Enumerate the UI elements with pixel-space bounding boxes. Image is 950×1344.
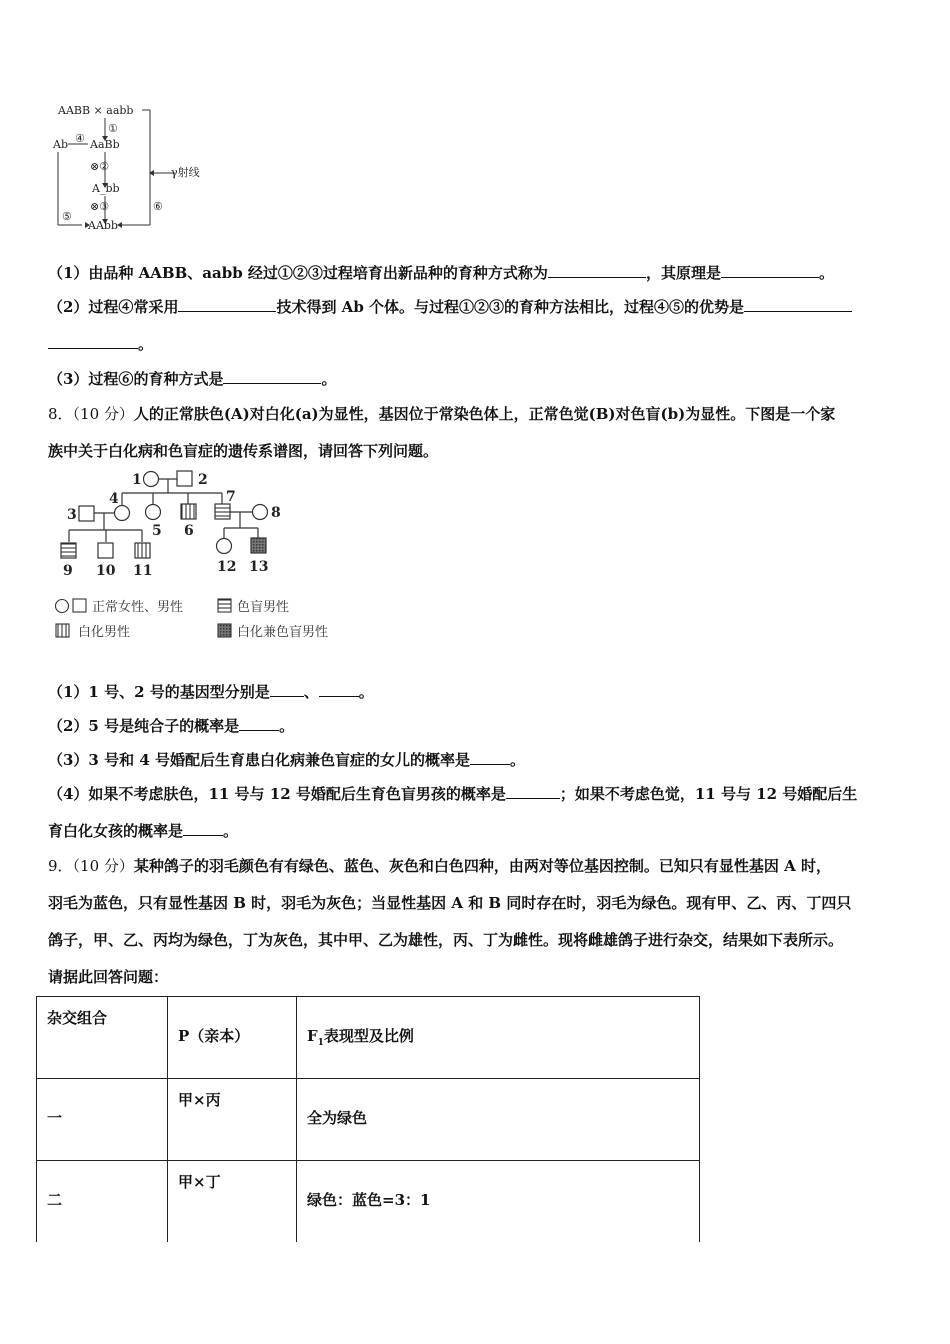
q8-sub3: （3）3 号和 4 号婚配后生育患白化病兼色盲症的女儿的概率是 。	[48, 751, 525, 769]
q9-stem-line2: 羽毛为蓝色，只有显性基因 B 时，羽毛为灰色；当显性基因 A 和 B 同时存在时，羽毛为绿色。现有甲、乙、丙、丁四只	[48, 894, 852, 912]
legend-both: 白化兼色盲男性	[237, 625, 329, 640]
q9-number: 9．（10 分）	[48, 857, 134, 875]
answer-blank[interactable]	[721, 263, 819, 278]
q8-stem-line2: 族中关于白化病和色盲症的遗传系谱图，请回答下列问题。	[48, 442, 439, 460]
answer-blank[interactable]	[270, 682, 304, 697]
step6-label: ⑥	[153, 200, 163, 213]
q7-sub3: （3）过程⑥的育种方式是 。	[48, 370, 337, 388]
step4-label: ④	[75, 132, 85, 145]
f2-label: A_bb	[92, 182, 120, 195]
f1-label: AaBb	[90, 138, 120, 151]
answer-blank[interactable]	[223, 369, 321, 384]
answer-blank[interactable]	[548, 263, 646, 278]
pedigree-label: 12	[217, 559, 237, 575]
q8-sub4: （4）如果不考虑肤色，11 号与 12 号婚配后生育色盲男孩的概率是 ；如果不考虑色觉，11 号与 12 号婚配后生	[48, 785, 858, 803]
pedigree-label: 4	[109, 491, 119, 507]
pedigree-label: 1	[132, 472, 142, 488]
pedigree-label: 11	[133, 563, 153, 579]
pedigree-label: 10	[96, 563, 116, 579]
table-row	[37, 1161, 700, 1243]
header-cross-group: 杂交组合	[47, 1009, 108, 1027]
q8-sub4-cont: 育白化女孩的概率是 。	[48, 822, 239, 840]
cell-parents: 甲×丙	[178, 1091, 221, 1109]
q7-sub2: （2）过程④常采用 技术得到 Ab 个体。与过程①②③的育种方法相比，过程④⑤的优势是	[48, 296, 852, 317]
answer-blank[interactable]	[183, 821, 223, 836]
breeding-diagram	[50, 100, 220, 235]
cell-parents: 甲×丁	[178, 1173, 221, 1191]
parents-label: AABB × aabb	[58, 104, 134, 117]
header-parents: P（亲本）	[178, 1027, 250, 1045]
table-header-row	[37, 997, 700, 1079]
legend-colorblind: 色盲男性	[237, 600, 290, 615]
q9-stem-line3: 鸽子，甲、乙、丙均为绿色，丁为灰色，其中甲、乙为雄性，丙、丁为雌性。现将雌雄鸽子进行杂交，结果如下表所示。	[48, 931, 844, 949]
cell-group: 一	[47, 1109, 63, 1127]
q7-sub1: （1）由品种 AABB、aabb 经过①②③过程培育出新品种的育种方式称为 ，其原理是 。	[48, 264, 834, 282]
cell-group: 二	[47, 1191, 63, 1209]
pedigree-chart	[52, 466, 352, 646]
pedigree-label: 13	[249, 559, 269, 575]
answer-blank[interactable]	[319, 682, 359, 697]
final-label: AAbb	[88, 219, 118, 232]
q8-number: 8．（10 分）	[48, 405, 134, 423]
pedigree-label: 5	[152, 523, 162, 539]
step5-label: ⑤	[62, 210, 72, 223]
table-row	[37, 1079, 700, 1161]
step2-label: ⊗②	[90, 160, 110, 173]
pedigree-label: 9	[63, 563, 73, 579]
gamma-label: γ射线	[171, 166, 200, 179]
answer-blank[interactable]	[239, 716, 279, 731]
header-f1: $F_1$表现型及比例	[307, 1027, 414, 1048]
q7-sub2-cont: 。	[48, 333, 153, 354]
answer-blank[interactable]	[506, 784, 560, 799]
q8-stem-line1: 8．（10 分）人的正常肤色(A)对白化(a)为显性，基因位于常染色体上，正常色觉(B)对色盲(b)为显性。下图是一个家	[48, 405, 836, 423]
cross-results-table	[36, 996, 700, 1242]
answer-blank[interactable]	[178, 297, 276, 312]
pedigree-label: 2	[198, 472, 208, 488]
pedigree-label: 8	[271, 505, 281, 521]
answer-blank[interactable]	[744, 297, 852, 312]
q8-sub1: （1）1 号、2 号的基因型分别是 、 。	[48, 683, 374, 701]
q9-stem-line4: 请据此回答问题：	[48, 968, 169, 986]
pedigree-label: 7	[226, 489, 236, 505]
legend-albino: 白化男性	[78, 625, 131, 640]
step1-label: ①	[108, 122, 118, 135]
pedigree-label: 3	[67, 507, 77, 523]
cell-result: 全为绿色	[307, 1109, 368, 1127]
q8-sub2: （2）5 号是纯合子的概率是 。	[48, 717, 295, 735]
answer-blank[interactable]	[48, 334, 138, 349]
step3-label: ⊗③	[90, 200, 110, 213]
answer-blank[interactable]	[470, 750, 510, 765]
legend-normal: 正常女性、男性	[92, 600, 184, 615]
pedigree-label: 6	[184, 523, 194, 539]
q9-stem-line1: 9．（10 分）某种鸽子的羽毛颜色有有绿色、蓝色、灰色和白色四种，由两对等位基因控制。已知只有显性基因 A 时，	[48, 857, 831, 875]
ab-label: Ab	[53, 138, 68, 151]
cell-result: 绿色：蓝色=3：1	[307, 1191, 431, 1209]
